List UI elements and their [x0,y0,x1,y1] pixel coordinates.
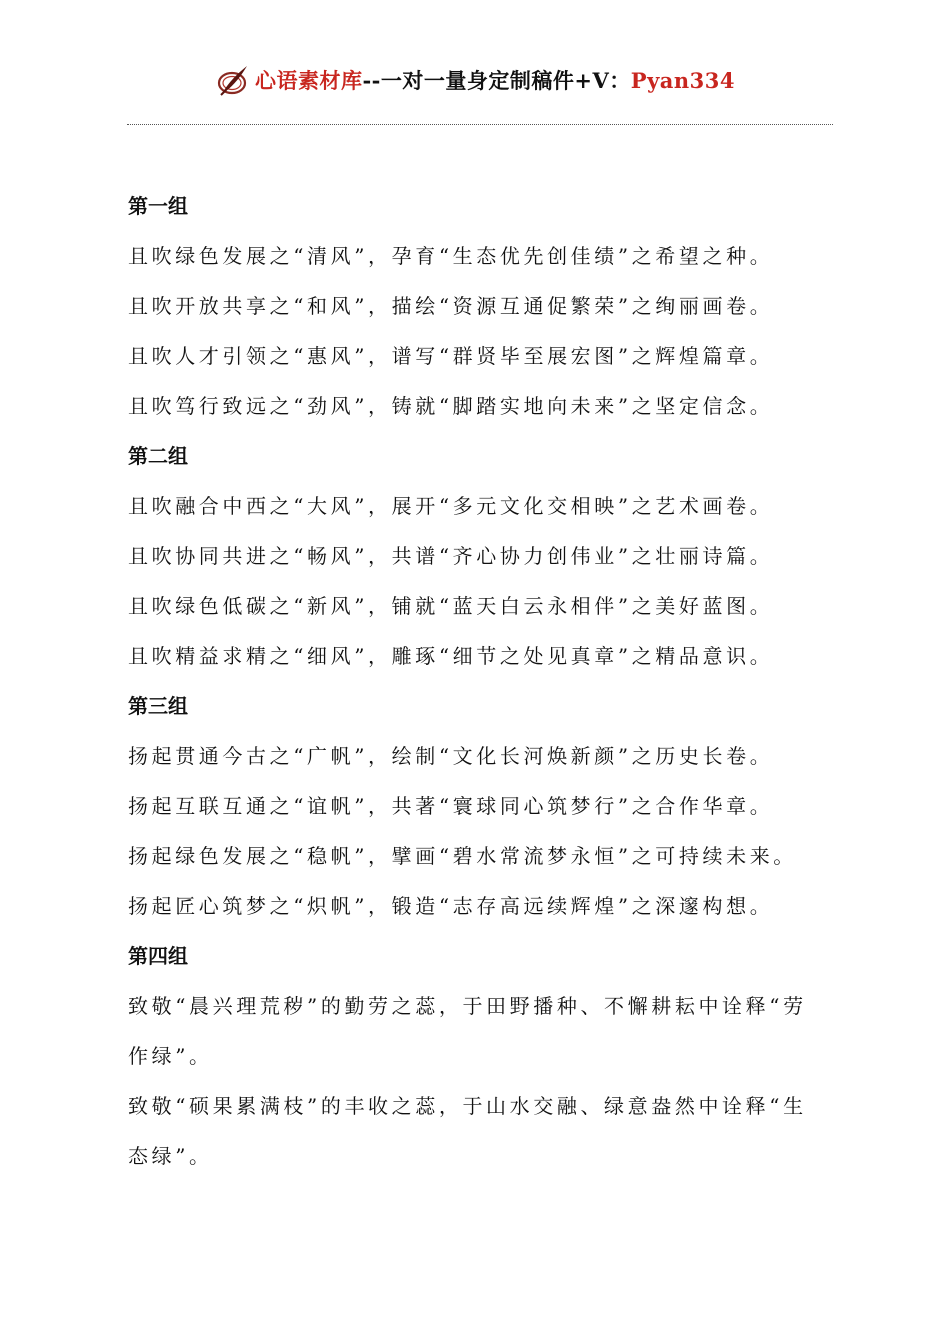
text-line: 且吹绿色低碳之“新风”，铺就“蓝天白云永相伴”之美好蓝图。 [128,594,774,618]
text-line: 且吹绿色发展之“清风”，孕育“生态优先创佳绩”之希望之种。 [128,244,774,268]
group-title: 第三组 [128,694,188,718]
brand-name: 心语素材库 [254,68,363,93]
document-body [128,181,828,1181]
text-line: 且吹融合中西之“大风”，展开“多元文化交相映”之艺术画卷。 [128,494,774,518]
header-tagline: 一对一量身定制稿件+V： [380,68,631,93]
text-line: 且吹人才引领之“惠风”，谱写“群贤毕至展宏图”之辉煌篇章。 [128,344,774,368]
quill-circle-logo-icon [215,62,251,98]
page-header [0,58,950,102]
contact-id: Pyan334 [630,68,736,93]
header-divider [127,124,833,125]
text-line: 致敬“硕果累满枝”的丰收之蕊，于山水交融、绿意盎然中诠释“生态绿”。 [128,1094,807,1168]
group-title: 第二组 [128,444,188,468]
text-line: 扬起绿色发展之“稳帆”，擘画“碧水常流梦永恒”之可持续未来。 [128,844,797,868]
text-line: 且吹开放共享之“和风”，描绘“资源互通促繁荣”之绚丽画卷。 [128,294,774,318]
group-title: 第四组 [128,944,188,968]
text-line: 扬起贯通今古之“广帆”，绘制“文化长河焕新颜”之历史长卷。 [128,744,774,768]
header-separator: -- [362,68,381,93]
text-line: 致敬“晨兴理荒秽”的勤劳之蕊，于田野播种、不懈耕耘中诠释“劳作绿”。 [128,994,807,1068]
text-line: 且吹精益求精之“细风”，雕琢“细节之处见真章”之精品意识。 [128,644,774,668]
group-title: 第一组 [128,194,188,218]
text-line: 且吹协同共进之“畅风”，共谱“齐心协力创伟业”之壮丽诗篇。 [128,544,774,568]
text-line: 且吹笃行致远之“劲风”，铸就“脚踏实地向未来”之坚定信念。 [128,394,774,418]
header-title [255,65,735,95]
text-line: 扬起互联互通之“谊帆”，共著“寰球同心筑梦行”之合作华章。 [128,794,774,818]
text-line: 扬起匠心筑梦之“炽帆”，锻造“志存高远续辉煌”之深邃构想。 [128,894,774,918]
